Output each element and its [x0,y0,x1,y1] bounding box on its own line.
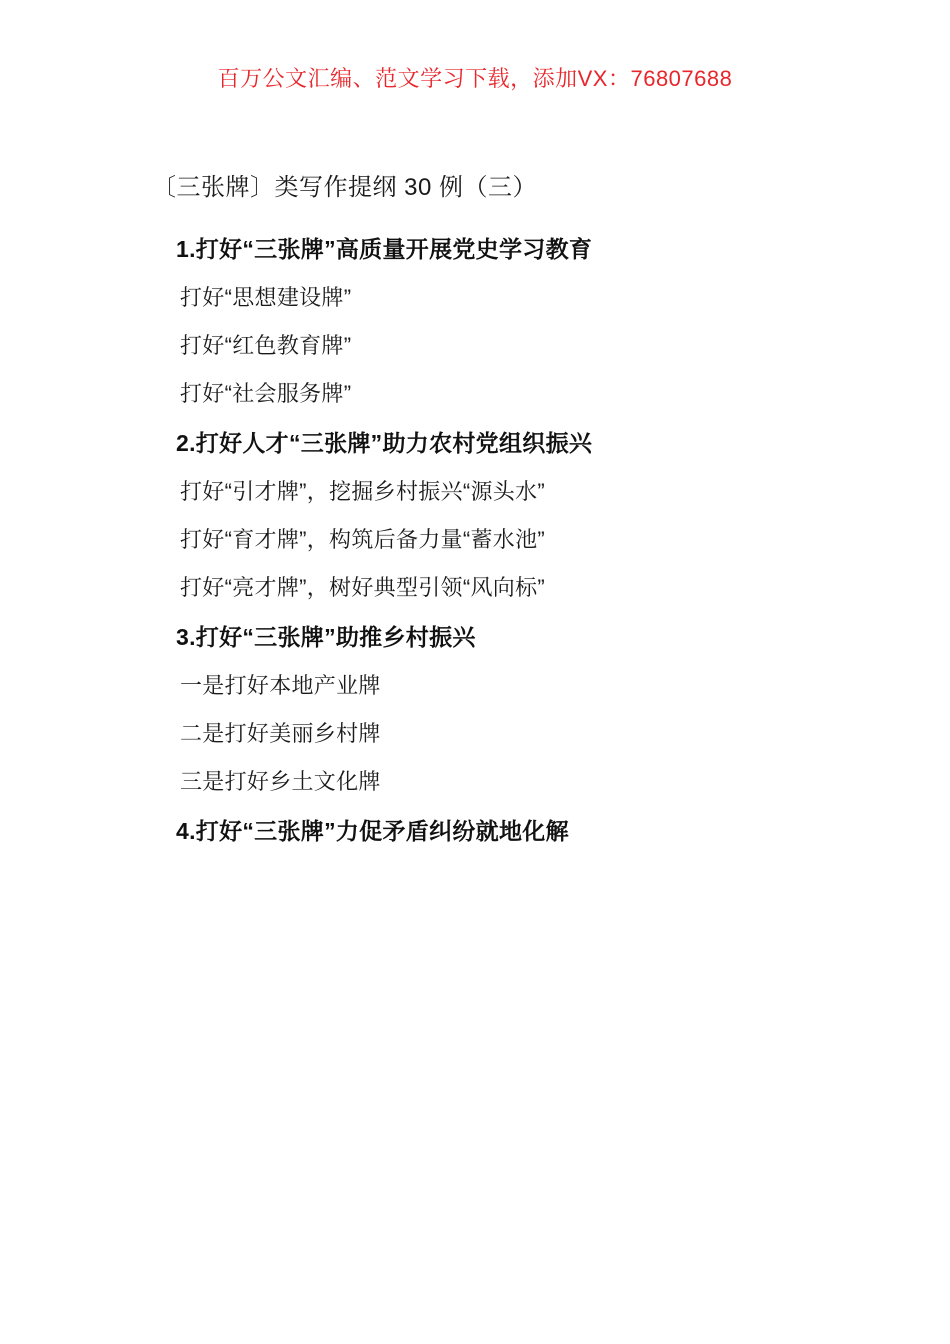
section-item: 二是打好美丽乡村牌 [180,721,381,746]
section-item: 打好“引才牌”，挖掘乡村振兴“源头水” [180,479,546,504]
section-heading: 1.打好“三张牌”高质量开展党史学习教育 [176,236,593,262]
section-item: 打好“育才牌”，构筑后备力量“蓄水池” [180,527,546,552]
section-2 [152,426,798,604]
section-item: 打好“红色教育牌” [180,333,352,358]
section-heading: 3.打好“三张牌”助推乡村振兴 [176,624,476,650]
section-item: 一是打好本地产业牌 [180,673,381,698]
section-heading: 4.打好“三张牌”力促矛盾纠纷就地化解 [176,818,569,844]
section-item: 打好“社会服务牌” [180,381,352,406]
section-item: 打好“亮才牌”，树好典型引领“风向标” [180,575,546,600]
watermark-text: 百万公文汇编、范文学习下载，添加VX：76807688 [217,66,733,91]
section-3 [152,620,798,798]
section-item: 打好“思想建设牌” [180,285,352,310]
section-1 [152,232,798,410]
section-4 [152,814,798,848]
document-body [0,170,950,864]
section-heading: 2.打好人才“三张牌”助力农村党组织振兴 [176,430,593,456]
page-title: 〔三张牌〕类写作提纲 30 例（三） [152,174,538,201]
section-item: 三是打好乡土文化牌 [180,769,381,794]
